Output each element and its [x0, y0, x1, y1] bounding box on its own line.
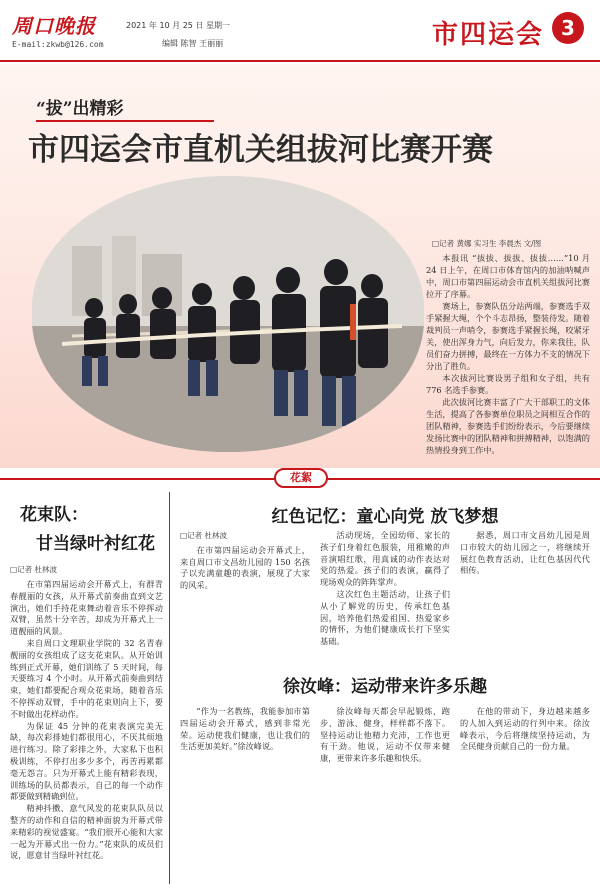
lead-body: [426, 252, 590, 456]
masthead: [0, 0, 600, 62]
flower-paragraph: 为保证 45 分钟的花束表演完美无缺，每次彩排她们都很用心，不厌其烦地进行练习。除了彩排之外，大家私下也积极训练，不停打出多少多个，再苦再累都毫无怨言。只为开幕式上能有精彩表现，训练场的队员都表示，自己的每一个动作都要做到精确到位。: [10, 720, 163, 802]
highlights-tag: 花絮: [274, 468, 328, 488]
xu-rufeng-column-2: [320, 706, 450, 765]
lead-paragraph: 此次拔河比赛丰富了广大干部职工的文体生活，提高了各参赛单位职员之间相互合作的团队精神，参赛选手们纷纷表示，今后要继续发扬比赛中的团队精神和拼搏精神，以饱满的热情投身到工作中。: [426, 397, 590, 455]
editors-line: 编辑 陈智 王丽丽: [162, 39, 224, 48]
flower-paragraph: 在市第四届运动会开幕式上，有群青春靓丽的女孩，从开幕式前奏曲直到文艺演出，她们手持花束舞动着音乐不停挥动双臂，虽然十分辛苦，却成为开幕式上一道靓丽的风景。: [10, 579, 163, 637]
red-memory-paragraph: 活动现场，全园幼师、家长的孩子们身着红色服装，用稚嫩的声音演唱红歌，用真诚的动作表达对党的热爱。孩子们的表演，赢得了现场观众的阵阵掌声。: [320, 530, 450, 588]
red-memory-column-1: [180, 530, 310, 592]
xu-rufeng-story: [180, 706, 590, 886]
flower-story-subtitle: 甘当绿叶衬红花: [36, 534, 155, 554]
xu-rufeng-paragraph: “作为一名教练，我能参加市第四届运动会开幕式，感到非常光荣。运动使我们健康，也让我们的生活更加美好。”徐汝峰说。: [180, 706, 310, 752]
red-memory-paragraph: 这次红色主题活动，让孩子们从小了解党的历史，传承红色基因，培养他们热爱祖国、热爱家乡的情怀，为他们健康成长打下坚实基础。: [320, 588, 450, 647]
lead-story: [0, 64, 600, 468]
flower-team-story: [10, 492, 170, 884]
red-memory-paragraph: 据悉，周口市文昌幼儿园是周口市较大的幼儿园之一，将继续开展红色教育活动，让红色基因代代相传。: [460, 530, 590, 576]
lead-paragraph: 赛场上，参赛队伍分站两端，参赛选手双手紧握大绳，个个斗志昂扬，整装待发。随着裁判员一声哨令，参赛选手紧握长绳，咬紧牙关，使出浑身力气，向后发力，你来我往，队员们奋力拼搏，最终在一方体力不支的情况下分出了胜负。: [426, 301, 590, 371]
xu-rufeng-column-3: [460, 706, 590, 753]
photo-illustration: [32, 176, 424, 452]
red-memory-paragraph: 在市第四届运动会开幕式上，来自周口市文昌幼儿园的 150 名孩子以充满童趣的表演，展现了大家的风采。: [180, 544, 310, 591]
red-memory-column-2: [320, 530, 450, 648]
lead-kicker: “拔”出精彩: [36, 99, 124, 119]
xu-rufeng-column-1: [180, 706, 310, 753]
newspaper-logo: 周口晚报: [12, 14, 96, 38]
lead-paragraph: 本次拔河比赛设男子组和女子组，共有 776 名选手参赛。: [426, 373, 590, 395]
red-memory-story: [180, 530, 590, 670]
red-memory-headline: 红色记忆：童心向党 放飞梦想: [271, 507, 499, 527]
flower-paragraph: 精神抖擞、意气风发的花束队队员以整齐的动作和自信的精神面貌为开幕式带来精彩的视觉盛宴。“我们很开心能和大家一起为开幕式出一份力。”花束队的成员们说，愿意甘当绿叶衬红花。: [10, 803, 163, 861]
red-memory-column-3: [460, 530, 590, 577]
section-title: 市四运会: [432, 20, 545, 50]
flower-paragraph: 来自周口文理职业学院的 32 名青春靓丽的女孩组成了这支花束队。从开始训练到正式开幕，她们训练了 5 天时间，每天要练习 4 个小时。从开幕式前奏曲到结束，她们都要配合观众花束场，随着音乐不停挥动双臂，手中的花束则向上下，要不时做出花样动作。: [10, 637, 163, 719]
kicker-underline: [36, 120, 214, 122]
email-address: E-mail:zkwb@126.com: [12, 40, 104, 49]
lead-paragraph: 本报讯 “拔拔、拔拔、拔拔……”10 月 24 日上午，在周口市体育馆内的加油呐喊声中，周口市第四届运动会市直机关组拔河比赛拉开了序幕。: [426, 253, 590, 299]
xu-rufeng-paragraph: 徐汝峰每天都会早起锻炼，跑步、游泳、健身，样样都不落下。坚持运动让他精力充沛，工作也更有干劲。他说，运动不仅带来健康，更带来许多乐趣和快乐。: [320, 706, 450, 764]
xu-rufeng-headline: 徐汝峰：运动带来许多乐趣: [283, 677, 487, 697]
issue-date: 2021 年 10 月 25 日 星期一: [126, 21, 230, 30]
flower-story-body: [10, 579, 163, 862]
flower-story-credit: □记者 杜林波: [10, 565, 57, 574]
flower-story-title: 花束队：: [20, 505, 88, 525]
xu-rufeng-paragraph: 在他的带动下，身边越来越多的人加入到运动的行列中来。徐汝峰表示，今后将继续坚持运动，为全民健身贡献自己的一份力量。: [460, 706, 590, 752]
lead-headline: 市四运会市直机关组拔河比赛开赛: [28, 132, 493, 168]
red-memory-credit: □记者 杜林波: [180, 531, 227, 540]
lead-credit: □记者 黄娜 实习生 李晨杰 文/图: [432, 239, 542, 248]
tug-of-war-photo: [32, 176, 424, 452]
page-number-badge: 3: [552, 12, 584, 44]
